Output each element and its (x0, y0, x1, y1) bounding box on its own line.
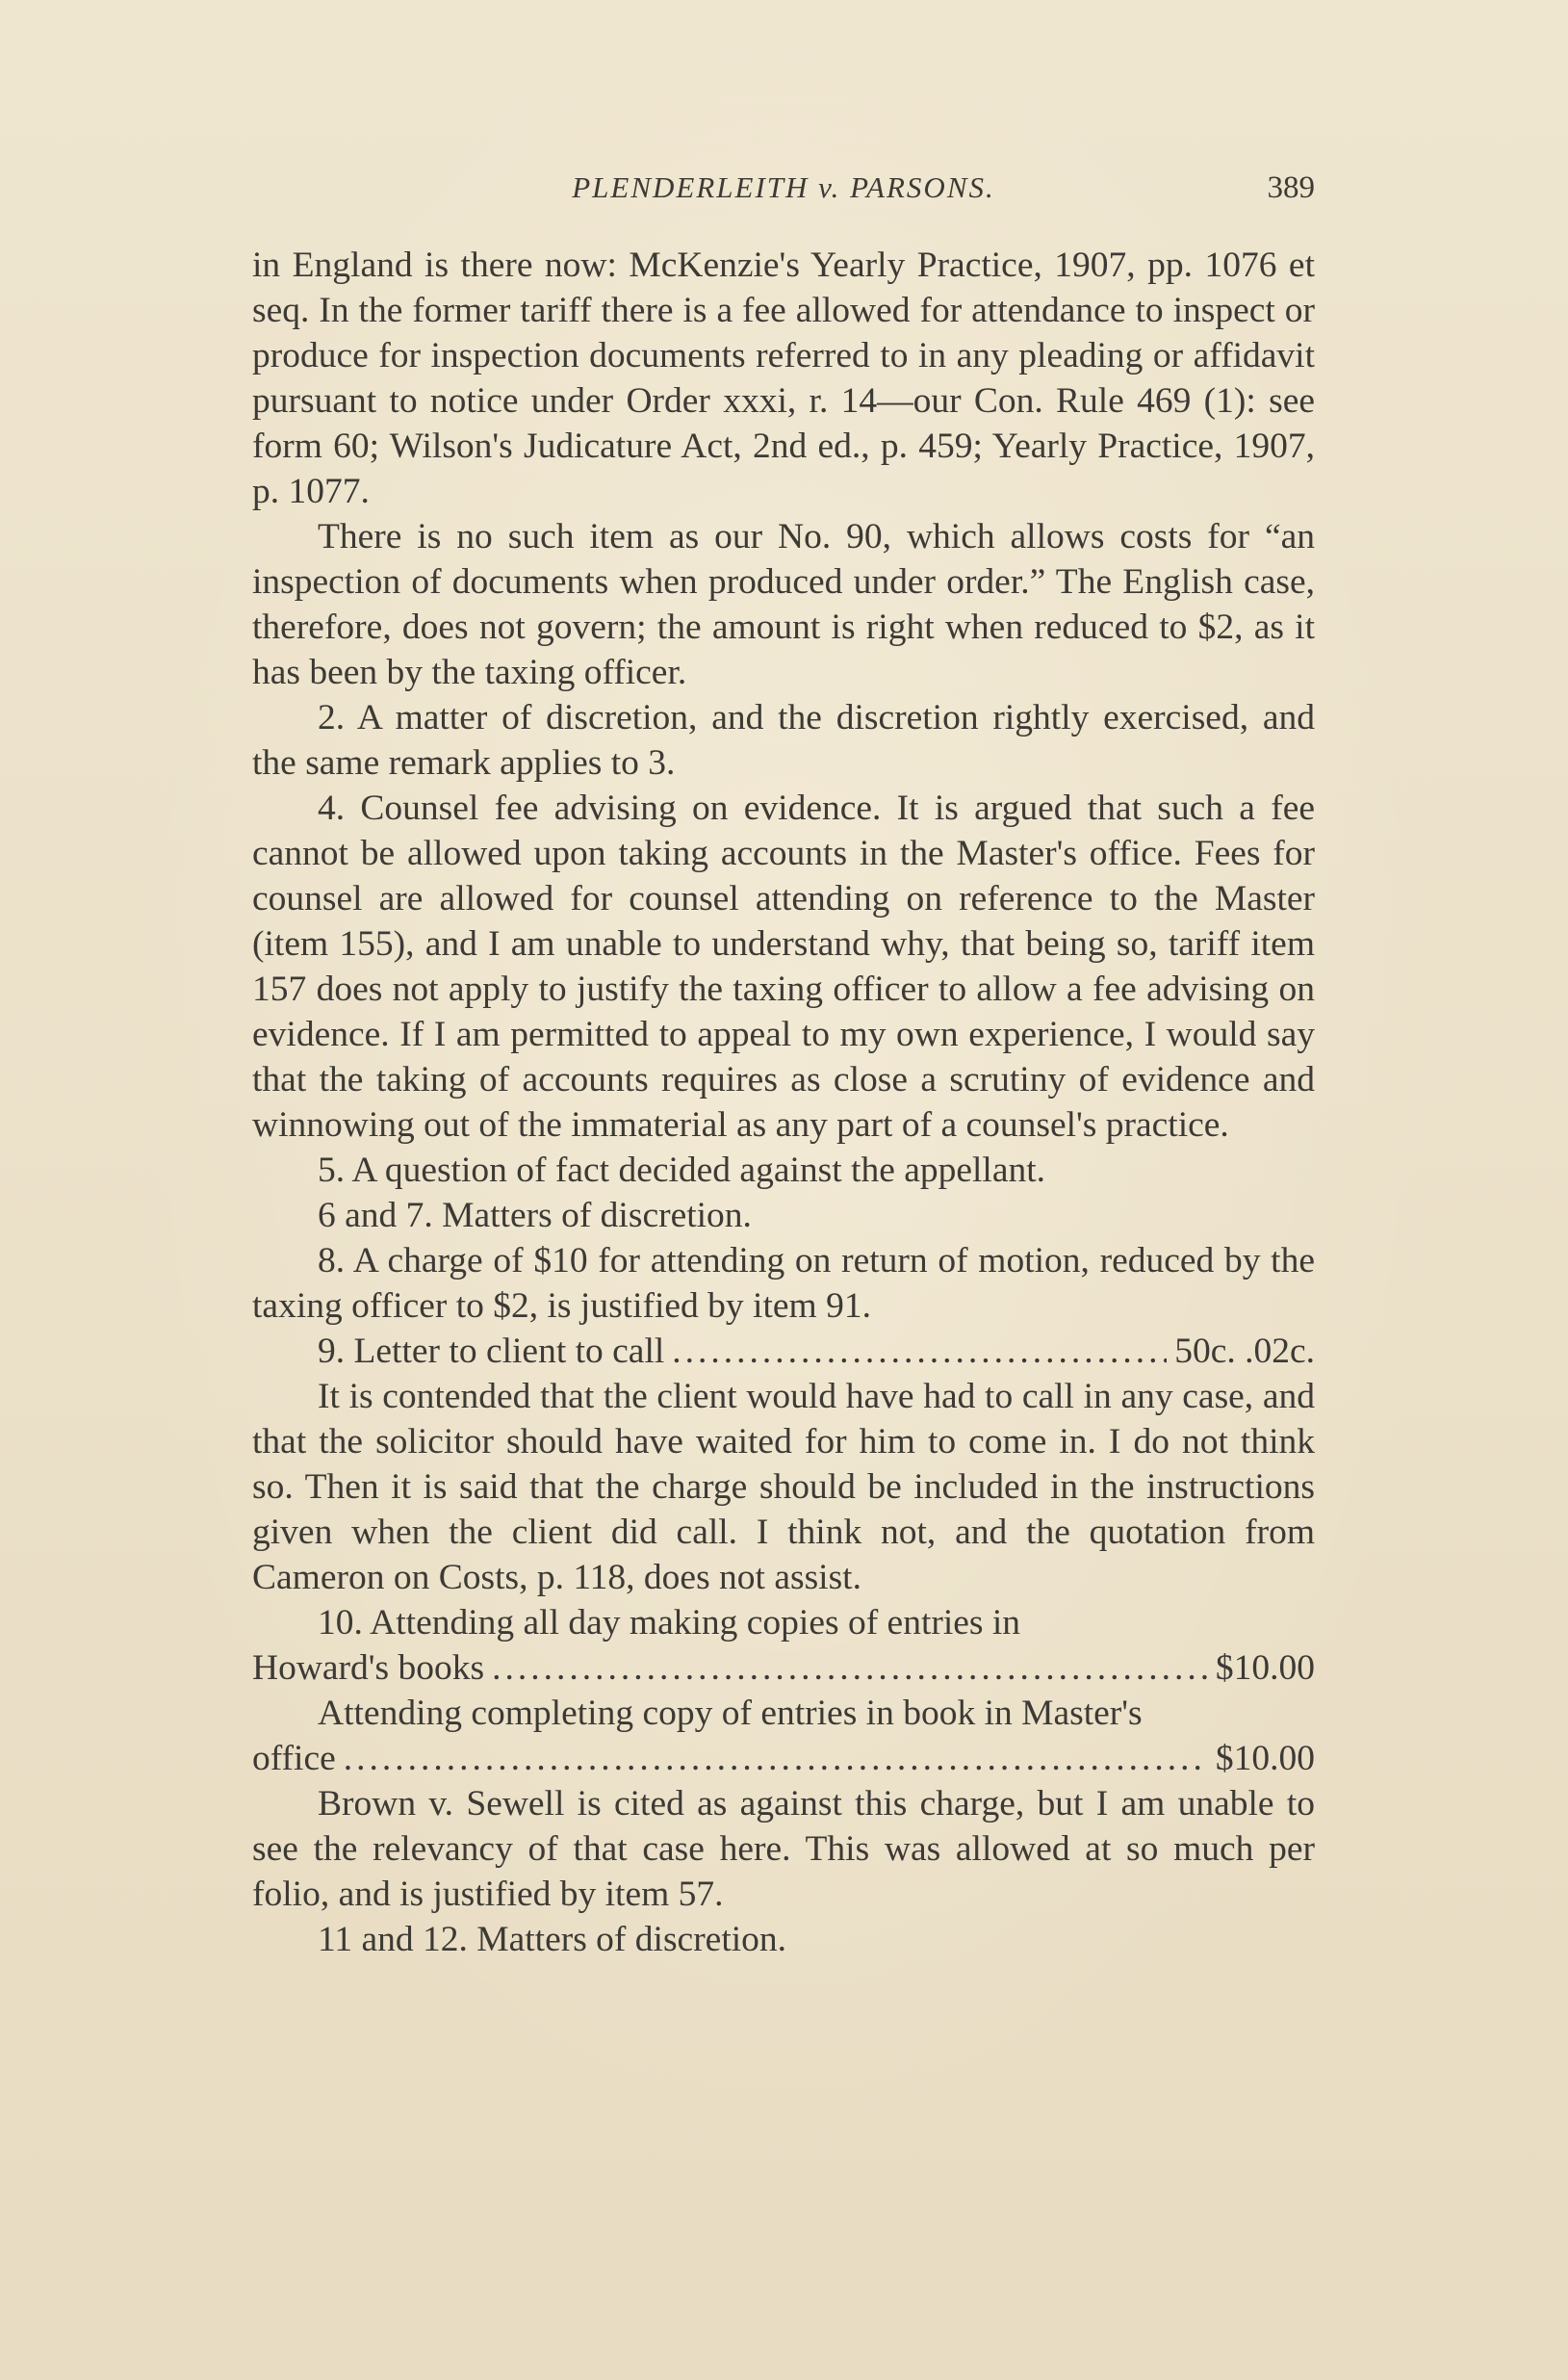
paragraph-continued: in England is there now: McKenzie's Yearly Practice, 1907, pp. 1076 et seq. In the former tariff there is a fee allowed for attendance to inspect or produce for inspection documents referred to in any pleading or affidavit pursuant to notice under Order xxxi, r. 14—our Con. Rule 469 (1): see form 60; Wilson's Judicature Act, 2nd ed., p. 459; Yearly Practice, 1907, p. 1077. (252, 246, 1315, 511)
item-10-howard-line (252, 1645, 1315, 1691)
item-10-amount: $10.00 (1215, 1648, 1315, 1688)
office-line (252, 1736, 1315, 1781)
paragraph-client-call: It is contended that the client would have had to call in any case, and that the solicitor should have waited for him to come in. I do not think so. Then it is said that the charge should be included in the instructions given when the client did call. I think not, and the quotation from Cameron on Costs, p. 118, does not assist. (252, 1377, 1315, 1597)
paragraph-no-such-item: There is no such item as our No. 90, which allows costs for “an inspection of documents when produced under order.” The English case, therefore, does not govern; the amount is right when reduced to $2, as it has been by the taxing officer. (252, 517, 1315, 692)
paragraph-item-4: 4. Counsel fee advising on evidence. It is argued that such a fee cannot be allowed upon taking accounts in the Master's office. Fees for counsel are allowed for counsel attending on reference to the Master (item 155), and I am unable to understand why, that being so, tariff item 157 does not apply to justify the taxing officer to allow a fee advising on evidence. If I am permitted to appeal to my own experience, I would say that the taking of accounts requires as close a scrutiny of evidence and winnowing out of the immaterial as any part of a counsel's practice. (252, 789, 1315, 1145)
item-10-label: Howard's books (252, 1648, 485, 1688)
item-9-line (252, 1329, 1315, 1374)
paragraph-item-8: 8. A charge of $10 for attending on return of motion, reduced by the taxing officer to $2, is justified by item 91. (252, 1241, 1315, 1326)
paragraph-items-6-7: 6 and 7. Matters of discretion. (318, 1196, 752, 1235)
item-10-first-line: 10. Attending all day making copies of entries in (318, 1603, 1021, 1643)
paragraph-item-2: 2. A matter of discretion, and the discretion rightly exercised, and the same remark applies to 3. (252, 698, 1315, 783)
attending-completing-line: Attending completing copy of entries in book in Master's (318, 1694, 1143, 1733)
dot-leader (492, 1645, 1208, 1691)
running-head (252, 164, 1315, 212)
item-9-amounts: 50c. .02c. (1174, 1332, 1315, 1371)
running-title: PLENDERLEITH v. PARSONS. (572, 170, 995, 204)
paragraph-items-11-12: 11 and 12. Matters of discretion. (318, 1920, 787, 1959)
dot-leader (344, 1736, 1208, 1781)
dot-leader (672, 1329, 1167, 1374)
office-label: office (252, 1739, 336, 1778)
office-amount: $10.00 (1215, 1739, 1315, 1778)
paragraph-item-5: 5. A question of fact decided against the appellant. (318, 1151, 1046, 1190)
paragraph-brown-v-sewell: Brown v. Sewell is cited as against this charge, but I am unable to see the relevancy of that case here. This was allowed at so much per folio, and is justified by item 57. (252, 1784, 1315, 1914)
body-text (252, 243, 1315, 1962)
page-number: 389 (1267, 170, 1315, 205)
item-9-label: 9. Letter to client to call (318, 1332, 665, 1371)
